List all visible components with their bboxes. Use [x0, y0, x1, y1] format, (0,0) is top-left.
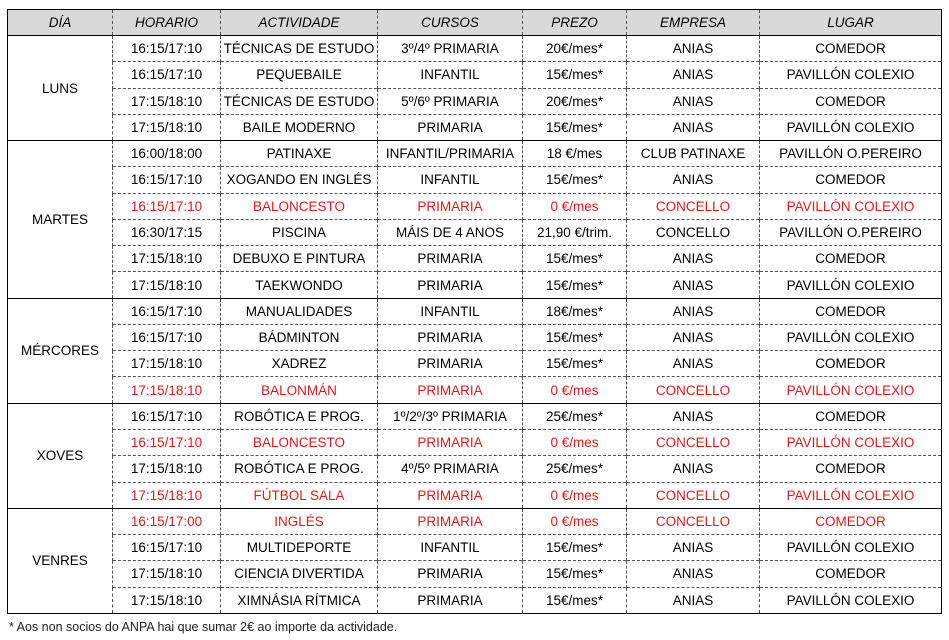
lugar-cell: COMEDOR — [760, 167, 942, 193]
cursos-cell: INFANTIL — [378, 167, 523, 193]
horario-cell: 17:15/18:10 — [113, 246, 221, 272]
lugar-cell: PAVILLÓN COLEXIO — [760, 377, 942, 403]
empresa-cell: CONCELLO — [627, 482, 760, 508]
col-header-dia: DÍA — [8, 10, 113, 36]
prezo-cell: 20€/mes* — [523, 88, 627, 114]
prezo-cell: 15€/mes* — [523, 167, 627, 193]
empresa-cell: ANIAS — [627, 167, 760, 193]
cursos-cell: 1º/2º/3º PRIMARIA — [378, 403, 523, 429]
actividade-cell: TÉCNICAS DE ESTUDO — [221, 88, 378, 114]
lugar-cell: PAVILLÓN COLEXIO — [760, 272, 942, 298]
horario-cell: 17:15/18:10 — [113, 88, 221, 114]
lugar-cell: PAVILLÓN COLEXIO — [760, 324, 942, 350]
table-row — [8, 587, 942, 613]
table-row — [8, 141, 942, 167]
table-row — [8, 246, 942, 272]
cursos-cell: INFANTIL — [378, 298, 523, 324]
empresa-cell: ANIAS — [627, 456, 760, 482]
prezo-cell: 15€/mes* — [523, 561, 627, 587]
cursos-cell: PRIMARIA — [378, 272, 523, 298]
horario-cell: 17:15/18:10 — [113, 272, 221, 298]
horario-cell: 17:15/18:10 — [113, 114, 221, 140]
day-cell: XOVES — [8, 403, 113, 508]
empresa-cell: ANIAS — [627, 246, 760, 272]
actividade-cell: ROBÓTICA E PROG. — [221, 456, 378, 482]
lugar-cell: COMEDOR — [760, 456, 942, 482]
lugar-cell: PAVILLÓN COLEXIO — [760, 114, 942, 140]
cursos-cell: PRIMARIA — [378, 508, 523, 534]
cursos-cell: PRIMARIA — [378, 429, 523, 455]
lugar-cell: COMEDOR — [760, 561, 942, 587]
cursos-cell: PRIMARIA — [378, 246, 523, 272]
lugar-cell: COMEDOR — [760, 88, 942, 114]
cursos-cell: INFANTIL — [378, 535, 523, 561]
horario-cell: 16:15/17:10 — [113, 429, 221, 455]
cursos-cell: INFANTIL/PRIMARIA — [378, 141, 523, 167]
table-row — [8, 324, 942, 350]
table-row — [8, 377, 942, 403]
horario-cell: 16:15/17:00 — [113, 508, 221, 534]
cursos-cell: PRIMARIA — [378, 351, 523, 377]
actividade-cell: BALONCESTO — [221, 193, 378, 219]
table-row — [8, 482, 942, 508]
day-cell: LUNS — [8, 36, 113, 141]
actividade-cell: BÁDMINTON — [221, 324, 378, 350]
prezo-cell: 15€/mes* — [523, 272, 627, 298]
table-row — [8, 167, 942, 193]
table-row — [8, 508, 942, 534]
actividade-cell: BALONMÁN — [221, 377, 378, 403]
empresa-cell: ANIAS — [627, 88, 760, 114]
empresa-cell: ANIAS — [627, 351, 760, 377]
lugar-cell: PAVILLÓN O.PEREIRO — [760, 219, 942, 245]
prezo-cell: 21,90 €/trim. — [523, 219, 627, 245]
empresa-cell: CLUB PATINAXE — [627, 141, 760, 167]
prezo-cell: 15€/mes* — [523, 62, 627, 88]
empresa-cell: ANIAS — [627, 403, 760, 429]
cursos-cell: PRIMARIA — [378, 324, 523, 350]
table-row — [8, 193, 942, 219]
actividade-cell: PISCINA — [221, 219, 378, 245]
footnote: * Aos non socios do ANPA hai que sumar 2€ ao importe da actividade. — [9, 620, 398, 634]
cursos-cell: MÁIS DE 4 ANOS — [378, 219, 523, 245]
horario-cell: 16:15/17:10 — [113, 535, 221, 561]
prezo-cell: 18€/mes* — [523, 298, 627, 324]
empresa-cell: CONCELLO — [627, 193, 760, 219]
day-cell: MÉRCORES — [8, 298, 113, 403]
empresa-cell: ANIAS — [627, 36, 760, 62]
table-row — [8, 62, 942, 88]
activities-schedule-table — [7, 9, 942, 614]
actividade-cell: XOGANDO EN INGLÉS — [221, 167, 378, 193]
table-row — [8, 351, 942, 377]
horario-cell: 17:15/18:10 — [113, 587, 221, 613]
table-row — [8, 561, 942, 587]
col-header-cursos: CURSOS — [378, 10, 523, 36]
table-row — [8, 535, 942, 561]
horario-cell: 16:15/17:10 — [113, 36, 221, 62]
empresa-cell: ANIAS — [627, 272, 760, 298]
col-header-lugar: LUGAR — [760, 10, 942, 36]
horario-cell: 17:15/18:10 — [113, 456, 221, 482]
col-header-actividade: ACTIVIDADE — [221, 10, 378, 36]
lugar-cell: PAVILLÓN COLEXIO — [760, 193, 942, 219]
lugar-cell: PAVILLÓN O.PEREIRO — [760, 141, 942, 167]
table-row — [8, 36, 942, 62]
lugar-cell: COMEDOR — [760, 351, 942, 377]
table-row — [8, 88, 942, 114]
day-cell: MARTES — [8, 141, 113, 299]
empresa-cell: CONCELLO — [627, 377, 760, 403]
prezo-cell: 15€/mes* — [523, 351, 627, 377]
prezo-cell: 15€/mes* — [523, 324, 627, 350]
header-row — [8, 10, 942, 36]
lugar-cell: COMEDOR — [760, 246, 942, 272]
actividade-cell: MANUALIDADES — [221, 298, 378, 324]
cursos-cell: 3º/4º PRIMARIA — [378, 36, 523, 62]
table-row — [8, 272, 942, 298]
actividade-cell: ROBÓTICA E PROG. — [221, 403, 378, 429]
prezo-cell: 0 €/mes — [523, 193, 627, 219]
prezo-cell: 25€/mes* — [523, 403, 627, 429]
horario-cell: 16:15/17:10 — [113, 298, 221, 324]
cursos-cell: 5º/6º PRIMARIA — [378, 88, 523, 114]
empresa-cell: ANIAS — [627, 114, 760, 140]
cursos-cell: PRIMARIA — [378, 377, 523, 403]
prezo-cell: 0 €/mes — [523, 508, 627, 534]
actividade-cell: BALONCESTO — [221, 429, 378, 455]
lugar-cell: COMEDOR — [760, 298, 942, 324]
table-row — [8, 298, 942, 324]
table-row — [8, 219, 942, 245]
horario-cell: 16:15/17:10 — [113, 193, 221, 219]
lugar-cell: COMEDOR — [760, 36, 942, 62]
empresa-cell: ANIAS — [627, 587, 760, 613]
actividade-cell: XADREZ — [221, 351, 378, 377]
col-header-horario: HORARIO — [113, 10, 221, 36]
table-row — [8, 114, 942, 140]
cursos-cell: INFANTIL — [378, 62, 523, 88]
empresa-cell: ANIAS — [627, 324, 760, 350]
empresa-cell: ANIAS — [627, 62, 760, 88]
prezo-cell: 15€/mes* — [523, 587, 627, 613]
lugar-cell: PAVILLÓN COLEXIO — [760, 62, 942, 88]
prezo-cell: 0 €/mes — [523, 377, 627, 403]
col-header-prezo: PREZO — [523, 10, 627, 36]
actividade-cell: FÚTBOL SALA — [221, 482, 378, 508]
col-header-empresa: EMPRESA — [627, 10, 760, 36]
table-row — [8, 403, 942, 429]
horario-cell: 16:15/17:10 — [113, 403, 221, 429]
horario-cell: 16:00/18:00 — [113, 141, 221, 167]
actividade-cell: INGLÉS — [221, 508, 378, 534]
lugar-cell: PAVILLÓN COLEXIO — [760, 482, 942, 508]
prezo-cell: 15€/mes* — [523, 246, 627, 272]
lugar-cell: COMEDOR — [760, 508, 942, 534]
horario-cell: 17:15/18:10 — [113, 351, 221, 377]
prezo-cell: 25€/mes* — [523, 456, 627, 482]
empresa-cell: CONCELLO — [627, 429, 760, 455]
horario-cell: 16:15/17:10 — [113, 324, 221, 350]
empresa-cell: ANIAS — [627, 561, 760, 587]
prezo-cell: 15€/mes* — [523, 535, 627, 561]
cursos-cell: PRIMARIA — [378, 561, 523, 587]
prezo-cell: 20€/mes* — [523, 36, 627, 62]
actividade-cell: CIENCIA DIVERTIDA — [221, 561, 378, 587]
table-row — [8, 456, 942, 482]
actividade-cell: DEBUXO E PINTURA — [221, 246, 378, 272]
lugar-cell: COMEDOR — [760, 403, 942, 429]
prezo-cell: 0 €/mes — [523, 429, 627, 455]
horario-cell: 17:15/18:10 — [113, 482, 221, 508]
actividade-cell: XIMNÁSIA RÍTMICA — [221, 587, 378, 613]
horario-cell: 17:15/18:10 — [113, 561, 221, 587]
actividade-cell: TAEKWONDO — [221, 272, 378, 298]
actividade-cell: BAILE MODERNO — [221, 114, 378, 140]
horario-cell: 16:15/17:10 — [113, 167, 221, 193]
empresa-cell: CONCELLO — [627, 508, 760, 534]
actividade-cell: TÉCNICAS DE ESTUDO — [221, 36, 378, 62]
cursos-cell: 4º/5º PRIMARIA — [378, 456, 523, 482]
cursos-cell: PRIMARIA — [378, 482, 523, 508]
prezo-cell: 0 €/mes — [523, 482, 627, 508]
actividade-cell: PATINAXE — [221, 141, 378, 167]
prezo-cell: 18 €/mes — [523, 141, 627, 167]
cursos-cell: PRIMARIA — [378, 587, 523, 613]
lugar-cell: PAVILLÓN COLEXIO — [760, 535, 942, 561]
empresa-cell: ANIAS — [627, 298, 760, 324]
empresa-cell: CONCELLO — [627, 219, 760, 245]
actividade-cell: PEQUEBAILE — [221, 62, 378, 88]
day-cell: VENRES — [8, 508, 113, 613]
horario-cell: 16:15/17:10 — [113, 62, 221, 88]
lugar-cell: PAVILLÓN COLEXIO — [760, 587, 942, 613]
prezo-cell: 15€/mes* — [523, 114, 627, 140]
cursos-cell: PRIMARIA — [378, 114, 523, 140]
horario-cell: 17:15/18:10 — [113, 377, 221, 403]
actividade-cell: MULTIDEPORTE — [221, 535, 378, 561]
schedule-body — [8, 36, 942, 614]
lugar-cell: PAVILLÓN COLEXIO — [760, 429, 942, 455]
cursos-cell: PRIMARIA — [378, 193, 523, 219]
empresa-cell: ANIAS — [627, 535, 760, 561]
horario-cell: 16:30/17:15 — [113, 219, 221, 245]
table-row — [8, 429, 942, 455]
